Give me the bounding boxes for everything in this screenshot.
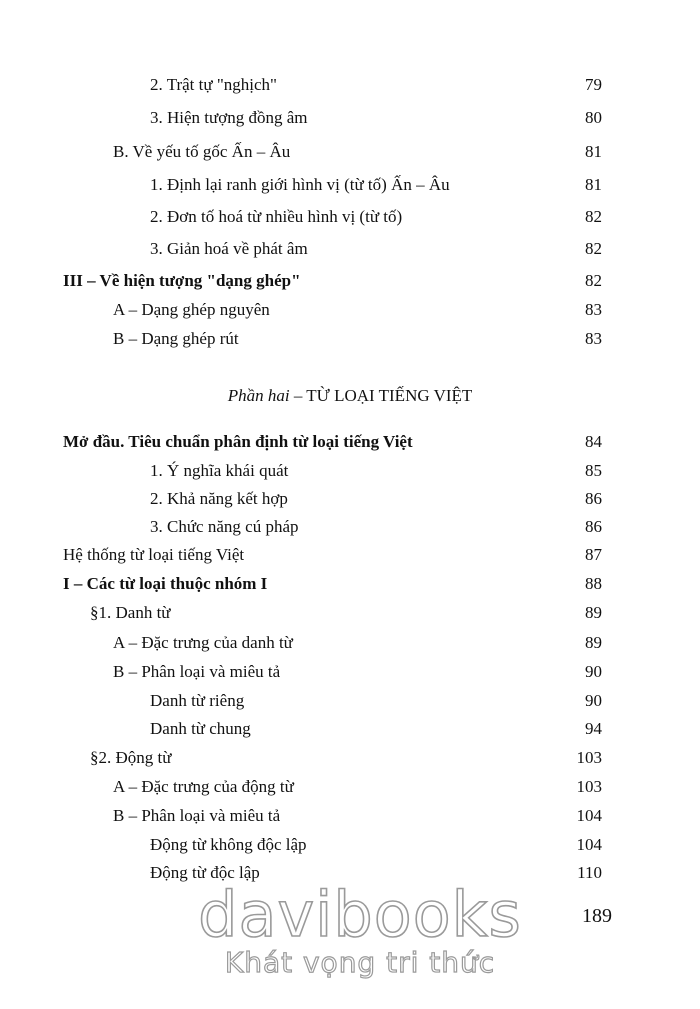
- part-heading-title: – TỪ LOẠI TIẾNG VIỆT: [289, 386, 473, 405]
- toc-entry-title: A – Dạng ghép nguyên: [113, 300, 270, 319]
- toc-entry: [0, 326, 700, 352]
- toc-entry-page: 104: [576, 835, 602, 854]
- toc-entry-title: Hệ thống từ loại tiếng Việt: [63, 545, 245, 564]
- toc-entry-title: B – Dạng ghép rút: [113, 329, 239, 348]
- toc-entry-heading: [0, 268, 700, 294]
- toc-entry-page: 84: [585, 432, 602, 451]
- toc-entry: [0, 600, 700, 626]
- toc-entry-page: 86: [585, 489, 602, 508]
- toc-entry-page: 80: [585, 108, 602, 127]
- toc-entry-title: 2. Đơn tố hoá từ nhiều hình vị (từ tố): [150, 207, 403, 226]
- toc-entry: [0, 745, 700, 771]
- toc-entry-page: 90: [585, 662, 602, 681]
- toc-entry: [0, 139, 700, 165]
- toc-entry-title: Động từ không độc lập: [150, 835, 307, 854]
- toc-entry-title: 3. Giản hoá về phát âm: [150, 239, 308, 258]
- toc-entry: [0, 688, 700, 714]
- part-heading-italic: Phần hai: [227, 386, 290, 405]
- toc-entry-page: 104: [576, 806, 602, 825]
- toc-entry-title: 2. Khả năng kết hợp: [150, 489, 288, 508]
- watermark-logo: davibooks: [198, 878, 522, 951]
- toc-entry-title: I – Các từ loại thuộc nhóm I: [63, 574, 268, 593]
- toc-entry: [0, 236, 700, 262]
- toc-entry: [0, 204, 700, 230]
- toc-entry-page: 83: [585, 329, 602, 348]
- toc-entry-page: 82: [585, 239, 602, 258]
- toc-entry-title: B. Về yếu tố gốc Ấn – Âu: [113, 142, 291, 161]
- toc-entry-page: 85: [585, 461, 602, 480]
- toc-entry-page: 103: [576, 748, 602, 767]
- toc-entry-title: A – Đặc trưng của động từ: [113, 777, 294, 796]
- toc-entry: [0, 105, 700, 131]
- toc-entry: [0, 774, 700, 800]
- toc-entry-title: §1. Danh từ: [90, 603, 171, 622]
- toc-entry: [0, 803, 700, 829]
- toc-entry: [0, 172, 700, 198]
- toc-entry: [0, 860, 700, 886]
- toc-entry: [0, 716, 700, 742]
- toc-entry: [0, 72, 700, 98]
- toc-entry-page: 89: [585, 633, 602, 652]
- toc-entry: [0, 514, 700, 540]
- toc-entry-page: 89: [585, 603, 602, 622]
- toc-entry: [0, 297, 700, 323]
- toc-entry-title: 3. Hiện tượng đồng âm: [150, 108, 308, 127]
- toc-entry-page: 103: [576, 777, 602, 796]
- toc-entry-title: Động từ độc lập: [150, 863, 260, 882]
- toc-entry-page: 83: [585, 300, 602, 319]
- toc-entry-title: III – Về hiện tượng "dạng ghép": [63, 271, 301, 290]
- toc-entry-page: 86: [585, 517, 602, 536]
- toc-entry: [0, 542, 700, 568]
- toc-entry-title: B – Phân loại và miêu tả: [113, 806, 281, 825]
- toc-entry: [0, 659, 700, 685]
- toc-entry-page: 110: [577, 863, 602, 882]
- toc-entry-heading: [0, 429, 700, 455]
- toc-entry-page: 88: [585, 574, 602, 593]
- toc-entry-page: 87: [585, 545, 602, 564]
- toc-entry: [0, 486, 700, 512]
- toc-entry: [0, 458, 700, 484]
- watermark-tagline: Khát vọng tri thức: [224, 946, 496, 979]
- toc-entry-title: 2. Trật tự "nghịch": [150, 75, 277, 94]
- toc-entry-page: 81: [585, 142, 602, 161]
- toc-entry-title: 1. Định lại ranh giới hình vị (từ tố) Ấn – Âu: [150, 175, 450, 194]
- toc-entry-title: B – Phân loại và miêu tả: [113, 662, 281, 681]
- toc-entry-title: Mở đầu. Tiêu chuẩn phân định từ loại tiếng Việt: [63, 432, 413, 451]
- toc-entry-page: 79: [585, 75, 602, 94]
- toc-entry-title: Danh từ chung: [150, 719, 251, 738]
- toc-entry-page: 94: [585, 719, 602, 738]
- toc-entry-title: §2. Động từ: [90, 748, 172, 767]
- toc-entry: [0, 630, 700, 656]
- toc-entry-page: 90: [585, 691, 602, 710]
- toc-entry-page: 82: [585, 207, 602, 226]
- toc-entry-title: A – Đặc trưng của danh từ: [113, 633, 293, 652]
- toc-entry-page: 82: [585, 271, 602, 290]
- toc-entry: [0, 832, 700, 858]
- toc-entry-title: Danh từ riêng: [150, 691, 245, 710]
- part-heading: [0, 383, 700, 409]
- toc-entry-heading: [0, 571, 700, 597]
- toc-entry-page: 81: [585, 175, 602, 194]
- page-number: 189: [582, 905, 612, 927]
- toc-entry-title: 1. Ý nghĩa khái quát: [150, 461, 289, 480]
- toc-entry-title: 3. Chức năng cú pháp: [150, 517, 299, 536]
- watermark: [150, 880, 570, 980]
